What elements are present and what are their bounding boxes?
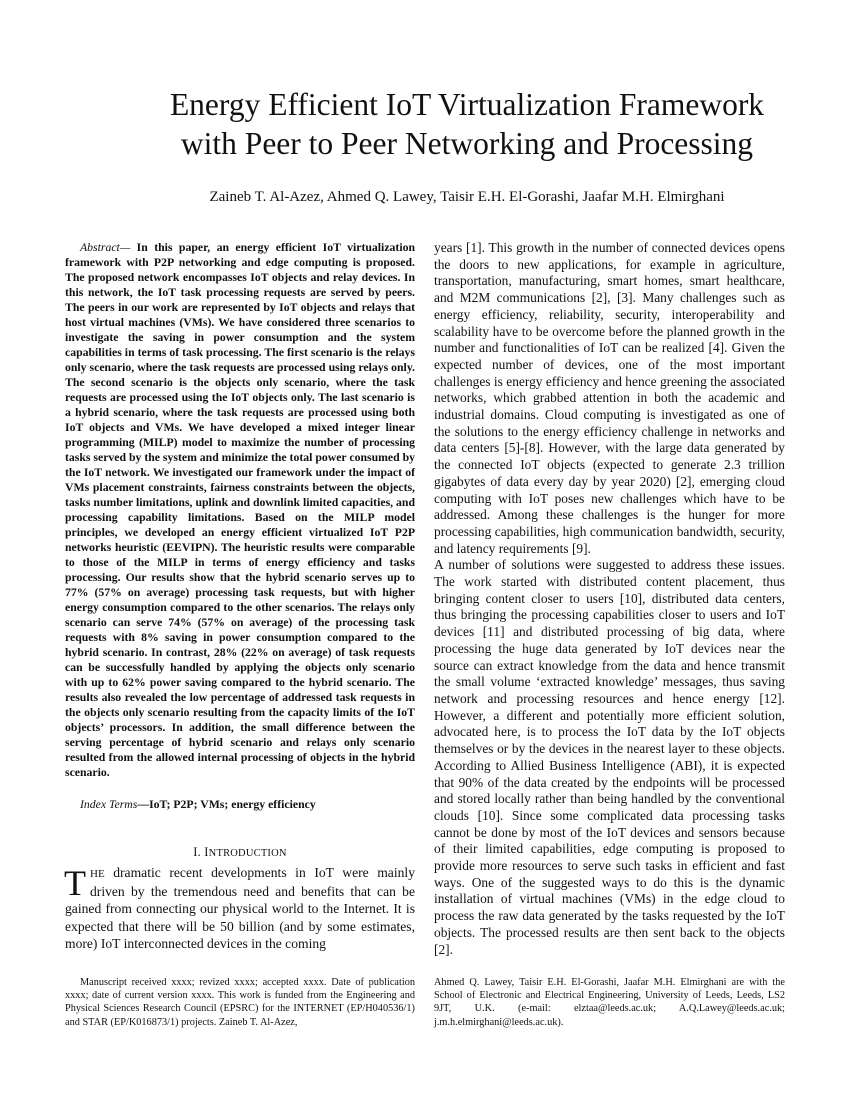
section-heading-introduction bbox=[65, 844, 415, 862]
paper-title bbox=[100, 85, 834, 163]
author-list: Zaineb T. Al-Azez, Ahmed Q. Lawey, Taisir E.H. El-Gorashi, Jaafar M.H. Elmirghani bbox=[209, 189, 725, 205]
abstract bbox=[65, 240, 415, 780]
footnote-left: Manuscript received xxxx; revized xxxx; accepted xxxx. Date of publication xxxx; date of current version xxxx. This work is funded from the Engineering and Physical Sciences Research Council (EPSRC) for the INTERNET (EP/H040536/1) and STAR (EP/K016873/1) projects. Zaineb T. Al-Azez, bbox=[65, 977, 415, 1028]
index-terms-label: Index Terms bbox=[80, 798, 138, 811]
intro-text: dramatic recent developments in IoT were mainly driven by the tremendous need and benefits that can be gained from connecting our physical world to the Internet. It is expected that there will be 50 billion (and by some estimates, more) IoT interconnected devices in the coming bbox=[65, 865, 415, 951]
introduction-paragraph bbox=[65, 864, 415, 952]
section-number: I. bbox=[193, 845, 205, 859]
paper-title-line-2: with Peer to Peer Networking and Processing bbox=[180, 126, 754, 161]
left-column bbox=[65, 240, 415, 952]
drop-cap: T bbox=[64, 863, 86, 903]
intro-small-caps: HE bbox=[90, 868, 105, 880]
footnote-right: Ahmed Q. Lawey, Taisir E.H. El-Gorashi, Jaafar M.H. Elmirghani are with the School of Electronic and Electrical Engineering, University of Leeds, Leeds, LS2 9JT, U.K. (e-mail: elztaa@leeds.ac.uk; A.Q.Lawey@leeds.ac.uk; j.m.h.elmirghani@leeds.ac.uk). bbox=[434, 977, 785, 1028]
index-terms-text: —IoT; P2P; VMs; energy efficiency bbox=[137, 798, 316, 811]
section-title-rest: NTRODUCTION bbox=[208, 848, 287, 859]
abstract-label: Abstract— bbox=[80, 241, 131, 254]
abstract-text: In this paper, an energy efficient IoT virtualization framework with P2P networking and edge computing is proposed. The proposed network encompasses IoT objects and relay devices. In this network, the IoT task processing requests are served by peers. The peers in our work are represented by IoT objects and relays that host virtual machines (VMs). We have considered three scenarios to investigate the saving in power consumption and the system capabilities in terms of task processing. The first scenario is the relays only scenario, where the task requests are processed using relays only. The second scenario is the objects only scenario, where the task requests are processed using the IoT objects only. The last scenario is a hybrid scenario, where the task requests are processed using both IoT objects and VMs. We have developed a mixed integer linear programming (MILP) model to maximize the number of processing tasks served by the system and minimize the total power consumed by the IoT network. We investigated our framework under the impact of VMs placement constraints, fairness constraints between the objects, tasks number limitations, uplink and downlink limited capacities, and processing capability limitations. Based on the MILP model principles, we developed an energy efficient virtualized IoT P2P networks heuristic (EEVIPN). The heuristic results were comparable to those of the MILP in terms of energy efficiency and tasks processing. Our results show that the hybrid scenario serves up to 77% (57% on average) processing task requests, but with higher energy consumption compared to the other scenarios. The relays only scenario can serve 74% (57% on average) of the processing task requests with 8% saving in power consumption compared to the hybrid scenario. In contrast, 28% (22% on average) of task requests can be successfully handled by applying the objects only scenario with up to 62% power saving compared to the hybrid scenario. The results also revealed the low percentage of addressed task requests in the objects only scenario resulting from the capacity limits of the IoT objects’ processors. In addition, the small difference between the serving percentage of hybrid scenario and relays only scenario resulted from the allowed internal processing of objects in the hybrid scenario. bbox=[65, 241, 415, 779]
index-terms bbox=[65, 797, 415, 812]
body-paragraph-2: A number of solutions were suggested to address these issues. The work started with distributed content placement, thus bringing content closer to users [10], distributed data centers, thus bringing the processing capabilities closer to users and IoT devices [11] and distributed processing of big data, where processing the huge data generated by IoT devices near the source can extract knowledge from the data and hence transmit the small volume ‘extracted knowledge’ messages, thus saving network and processing resources and hence energy [12]. However, a different and potentially more efficient solution, advocated here, is to process the IoT data by the IoT objects themselves or by the devices in the nearest layer to these objects. According to Allied Business Intelligence (ABI), it is expected that 90% of the data created by the endpoints will be processed and stored locally rather than being handled by the conventional clouds [10]. Since some complicated data processing tasks cannot be done by most of the IoT devices and sensors because of their limited capabilities, edge computing is proposed to provide more resources to serve such tasks in efficient and fast ways. One of the suggested ways to do this is the dynamic installation of virtual machines (VMs) in the edge cloud to process the raw data generated by the tasks requested by the IoT objects. The processed results are then sent back to the objects [2]. bbox=[434, 557, 785, 957]
section-title-initial: I bbox=[204, 845, 209, 859]
paper-title-line-1: Energy Efficient IoT Virtualization Framework bbox=[169, 87, 765, 122]
body-paragraph-1: years [1]. This growth in the number of connected devices opens the doors to new applications, for example in agriculture, transportation, manufacturing, smart homes, smart healthcare, and M2M communications [2], [3]. Many challenges such as energy efficiency, reliability, security, interoperability and scalability have to be overcome before the planned growth in the number and functionalities of IoT can be realized [4]. Given the expected number of devices, one of the most important challenges is energy efficiency and hence greening the associated networks, which grabbed attention in both the academic and industrial domains. Cloud computing is investigated as one of the solutions to the energy efficiency challenge in networks and data centers [5]-[8]. However, with the large data generated by the connected IoT objects (expected to generate 2.3 trillion gigabytes of data every day by year 2020) [2], emerging cloud computing with IoT poses new challenges which have to be addressed. Among these challenges is the hunger for more processing capabilities, high communication bandwidth, security, and latency requirements [9]. bbox=[434, 240, 785, 556]
right-column bbox=[434, 240, 785, 958]
